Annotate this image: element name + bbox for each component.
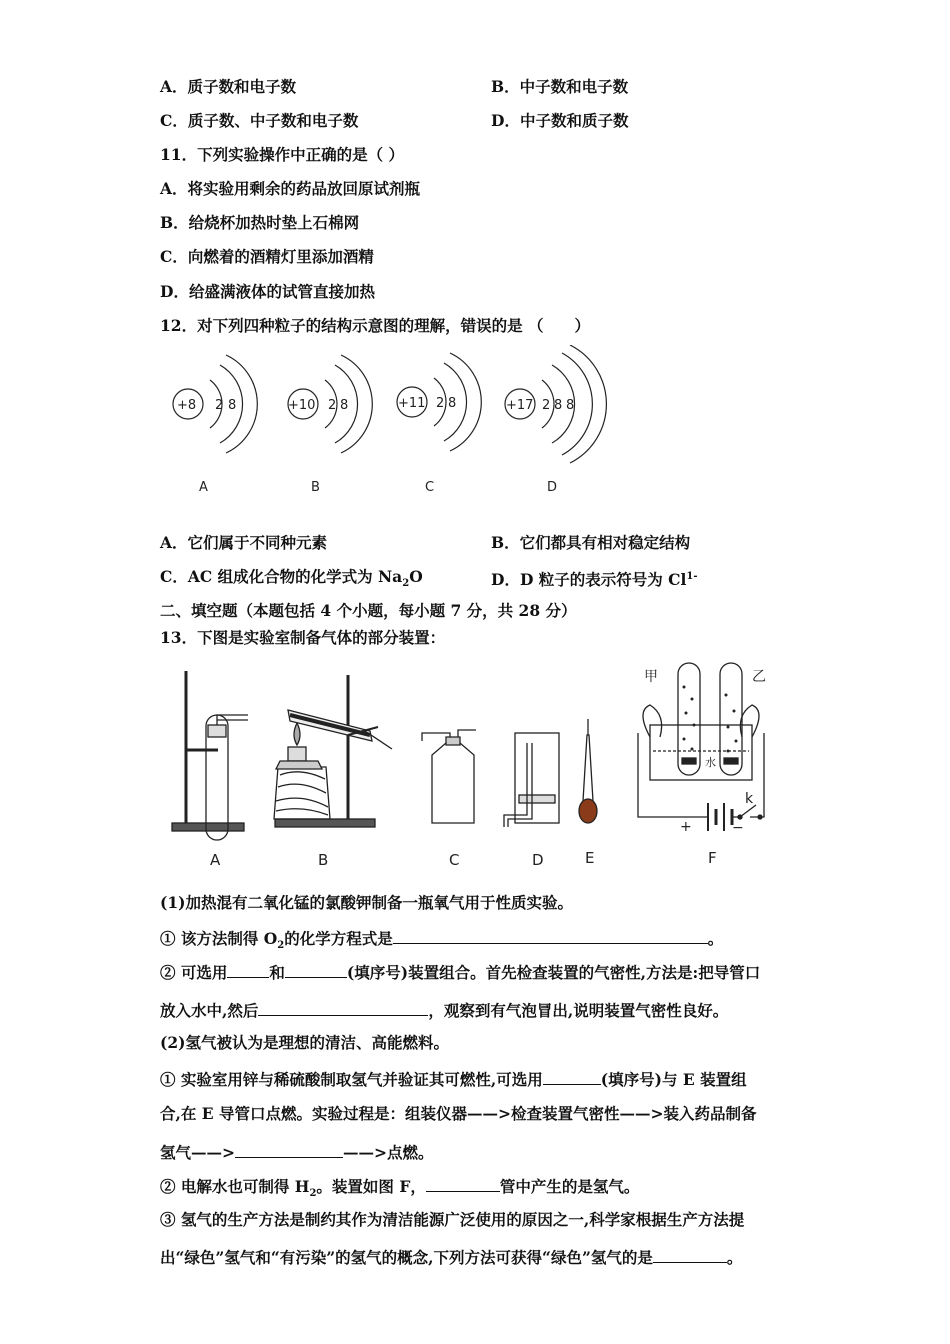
apparatus-e	[579, 719, 597, 823]
apparatus-d	[504, 733, 559, 827]
answer-blank-procedure-step[interactable]	[235, 1141, 343, 1158]
shell-a-electrons-2: 8	[228, 398, 237, 413]
answer-blank-airtight-method[interactable]	[258, 999, 428, 1016]
q12-option-b: B．它们都具有相对稳定结构	[491, 533, 691, 552]
shell-b-electrons-2: 8	[340, 398, 349, 413]
diagram-label-d: D	[547, 480, 558, 495]
shell-c-electrons-1: 2	[436, 396, 445, 411]
apparatus-label-f: F	[708, 849, 717, 867]
q13-stem: 13．下图是实验室制备气体的部分装置：	[160, 628, 446, 647]
nucleus-c-charge: +11	[398, 396, 426, 411]
q13-part2-line4: ② 电解水也可制得 $H_2$。装置如图 F， 管中产生的是氢气。	[160, 1177, 640, 1200]
q13-part2-line2: 合,在 E 导管口点燃。实验过程是：组装仪器——>检查装置气密性——>装入药品制备	[160, 1104, 757, 1123]
apparatus-label-e: E	[585, 849, 595, 867]
apparatus-b	[274, 675, 392, 827]
nucleus-a-charge: +8	[177, 398, 197, 413]
q11-option-b: B．给烧杯加热时垫上石棉网	[160, 213, 360, 232]
q11-option-d: D．给盛满液体的试管直接加热	[160, 282, 375, 301]
shell-a-electrons-1: 2	[215, 398, 224, 413]
q10-option-a: A．质子数和电子数	[160, 77, 297, 96]
q12-option-d: D．D 粒子的表示符号为 $Cl^{1-}$	[491, 570, 698, 590]
nucleus-d-charge: +17	[506, 398, 534, 413]
battery-minus: −	[732, 820, 744, 836]
q13-part2-title: (2)氢气被认为是理想的清洁、高能燃料。	[160, 1033, 449, 1052]
q10-option-b: B．中子数和电子数	[491, 77, 629, 96]
q11-stem: 11．下列实验操作中正确的是（ ）	[160, 145, 404, 164]
apparatus-label-b: B	[318, 851, 329, 869]
q12-option-a: A．它们属于不同种元素	[160, 533, 328, 552]
answer-blank-hydrogen-tube[interactable]	[426, 1175, 500, 1192]
q12-option-c: C．AC 组成化合物的化学式为 $Na_2O$	[160, 567, 423, 590]
shell-d-electrons-3: 8	[566, 398, 575, 413]
battery-plus: +	[680, 819, 692, 835]
shell-b-electrons-1: 2	[328, 398, 337, 413]
q13-part2-line5: ③ 氢气的生产方法是制约其作为清洁能源广泛使用的原因之一,科学家根据生产方法提	[160, 1210, 745, 1229]
q13-part1-line1: ① 该方法制得 $O_2$的化学方程式是 。	[160, 929, 724, 952]
q13-part1-title: (1)加热混有二氧化锰的氯酸钾制备一瓶氧气用于性质实验。	[160, 893, 573, 912]
apparatus-c	[422, 730, 476, 823]
shell-d-electrons-1: 2	[542, 398, 551, 413]
q12-stem: 12．对下列四种粒子的结构示意图的理解，错误的是 （ ）	[160, 316, 590, 335]
switch-k: k	[745, 791, 754, 807]
q13-part1-line3: 放入水中,然后 ，观察到有气泡冒出,说明装置气密性良好。	[160, 1001, 729, 1020]
apparatus-label-c: C	[449, 851, 460, 869]
answer-blank-apparatus-1[interactable]	[227, 961, 269, 978]
shell-d-electrons-2: 8	[554, 398, 563, 413]
q13-part2-line6: 出“绿色”氢气和“有污染”的氢气的概念,下列方法可获得“绿色”氢气的是 。	[160, 1248, 743, 1267]
tube-label-jia: 甲	[644, 669, 658, 685]
apparatus-label-a: A	[210, 851, 221, 869]
answer-blank-hydrogen-apparatus[interactable]	[543, 1068, 601, 1085]
q10-option-d: D．中子数和质子数	[491, 111, 629, 130]
answer-blank-apparatus-2[interactable]	[285, 961, 347, 978]
apparatus-label-d: D	[532, 851, 544, 869]
q13-part1-line2: ② 可选用 和 (填序号)装置组合。首先检查装置的气密性,方法是:把导管口	[160, 963, 761, 982]
lab-apparatus-figure	[160, 655, 800, 870]
diagram-label-c: C	[425, 480, 435, 495]
section-heading: 二、填空题（本题包括 4 个小题，每小题 7 分，共 28 分）	[160, 601, 577, 620]
diagram-label-a: A	[199, 480, 208, 495]
nucleus-b-charge: +10	[288, 398, 316, 413]
q13-part2-line3: 氢气——> ——>点燃。	[160, 1143, 434, 1162]
apparatus-a	[172, 671, 248, 840]
answer-blank-equation[interactable]	[393, 927, 708, 944]
diagram-label-b: B	[311, 480, 320, 495]
tube-label-yi: 乙	[752, 669, 766, 685]
q11-option-a: A．将实验用剩余的药品放回原试剂瓶	[160, 179, 421, 198]
q11-option-c: C．向燃着的酒精灯里添加酒精	[160, 247, 374, 266]
water-label: 水	[705, 756, 716, 769]
answer-blank-green-hydrogen[interactable]	[653, 1246, 727, 1263]
shell-c-electrons-2: 8	[448, 396, 457, 411]
q13-part2-line1: ① 实验室用锌与稀硫酸制取氢气并验证其可燃性,可选用 (填序号)与 E 装置组	[160, 1070, 747, 1089]
atomic-structure-diagrams	[150, 345, 630, 505]
q10-option-c: C．质子数、中子数和电子数	[160, 111, 359, 130]
